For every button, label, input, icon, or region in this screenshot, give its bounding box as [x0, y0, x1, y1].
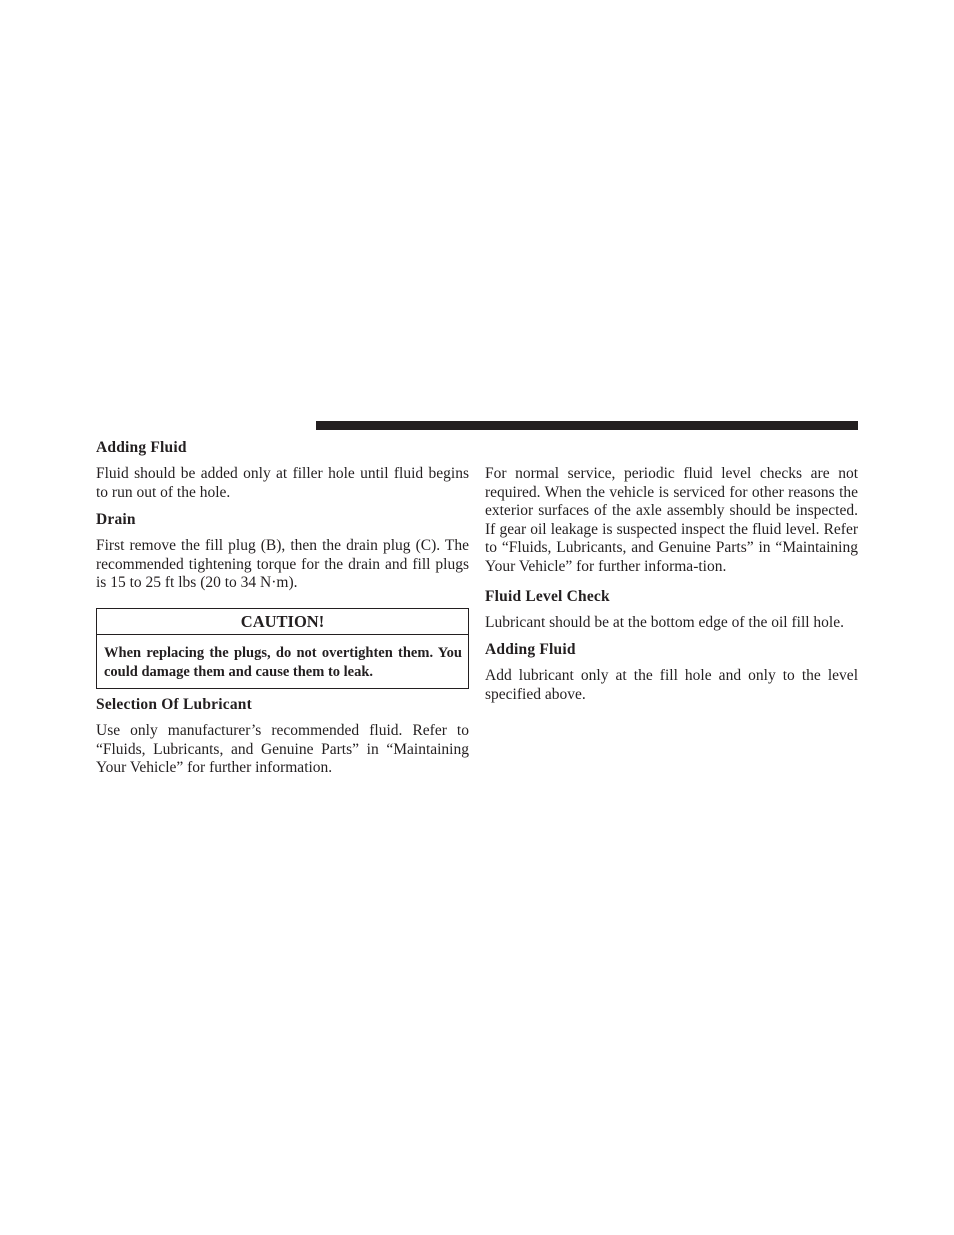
selection-of-lubricant-heading: Selection Of Lubricant: [96, 695, 252, 713]
drain-text: First remove the fill plug (B), then the drain plug (C). The recommended tightening torque for the drain and fill plugs is 15 to 25 ft lbs (20 to 34 N·m).: [96, 537, 469, 592]
adding-fluid-text: Fluid should be added only at filler hole until fluid begins to run out of the hole.: [96, 465, 469, 501]
fluid-check-intro-text: For normal service, periodic fluid level checks are not required. When the vehicle is serviced for other reasons the exterior surfaces of the axle assembly should be inspected. If gear oil leakage is suspected inspect the fluid level. Refer to “Fluids, Lubricants, and Genuine Parts” in “Maintaining Your Vehicle” for further informa-tion.: [485, 465, 858, 575]
fluid-level-check-text: Lubricant should be at the bottom edge of the oil fill hole.: [485, 613, 844, 631]
fluid-level-check-heading: Fluid Level Check: [485, 587, 610, 605]
left-column: [96, 438, 469, 778]
caution-title: CAUTION!: [97, 609, 468, 635]
selection-of-lubricant-text: Use only manufacturer’s recommended fluid. Refer to “Fluids, Lubricants, and Genuine Parts” in “Maintaining Your Vehicle” for further information.: [96, 721, 469, 777]
caution-text: When replacing the plugs, do not overtighten them. You could damage them and cause them to leak.: [104, 644, 462, 680]
caution-box: [96, 608, 469, 689]
adding-fluid-heading: Adding Fluid: [96, 439, 187, 456]
right-column: [485, 465, 858, 704]
adding-fluid-heading-right: Adding Fluid: [485, 641, 576, 659]
drain-heading: Drain: [96, 511, 136, 529]
section-header-bar: [316, 421, 858, 430]
adding-fluid-text-right: Add lubricant only at the fill hole and only to the level specified above.: [485, 667, 858, 703]
